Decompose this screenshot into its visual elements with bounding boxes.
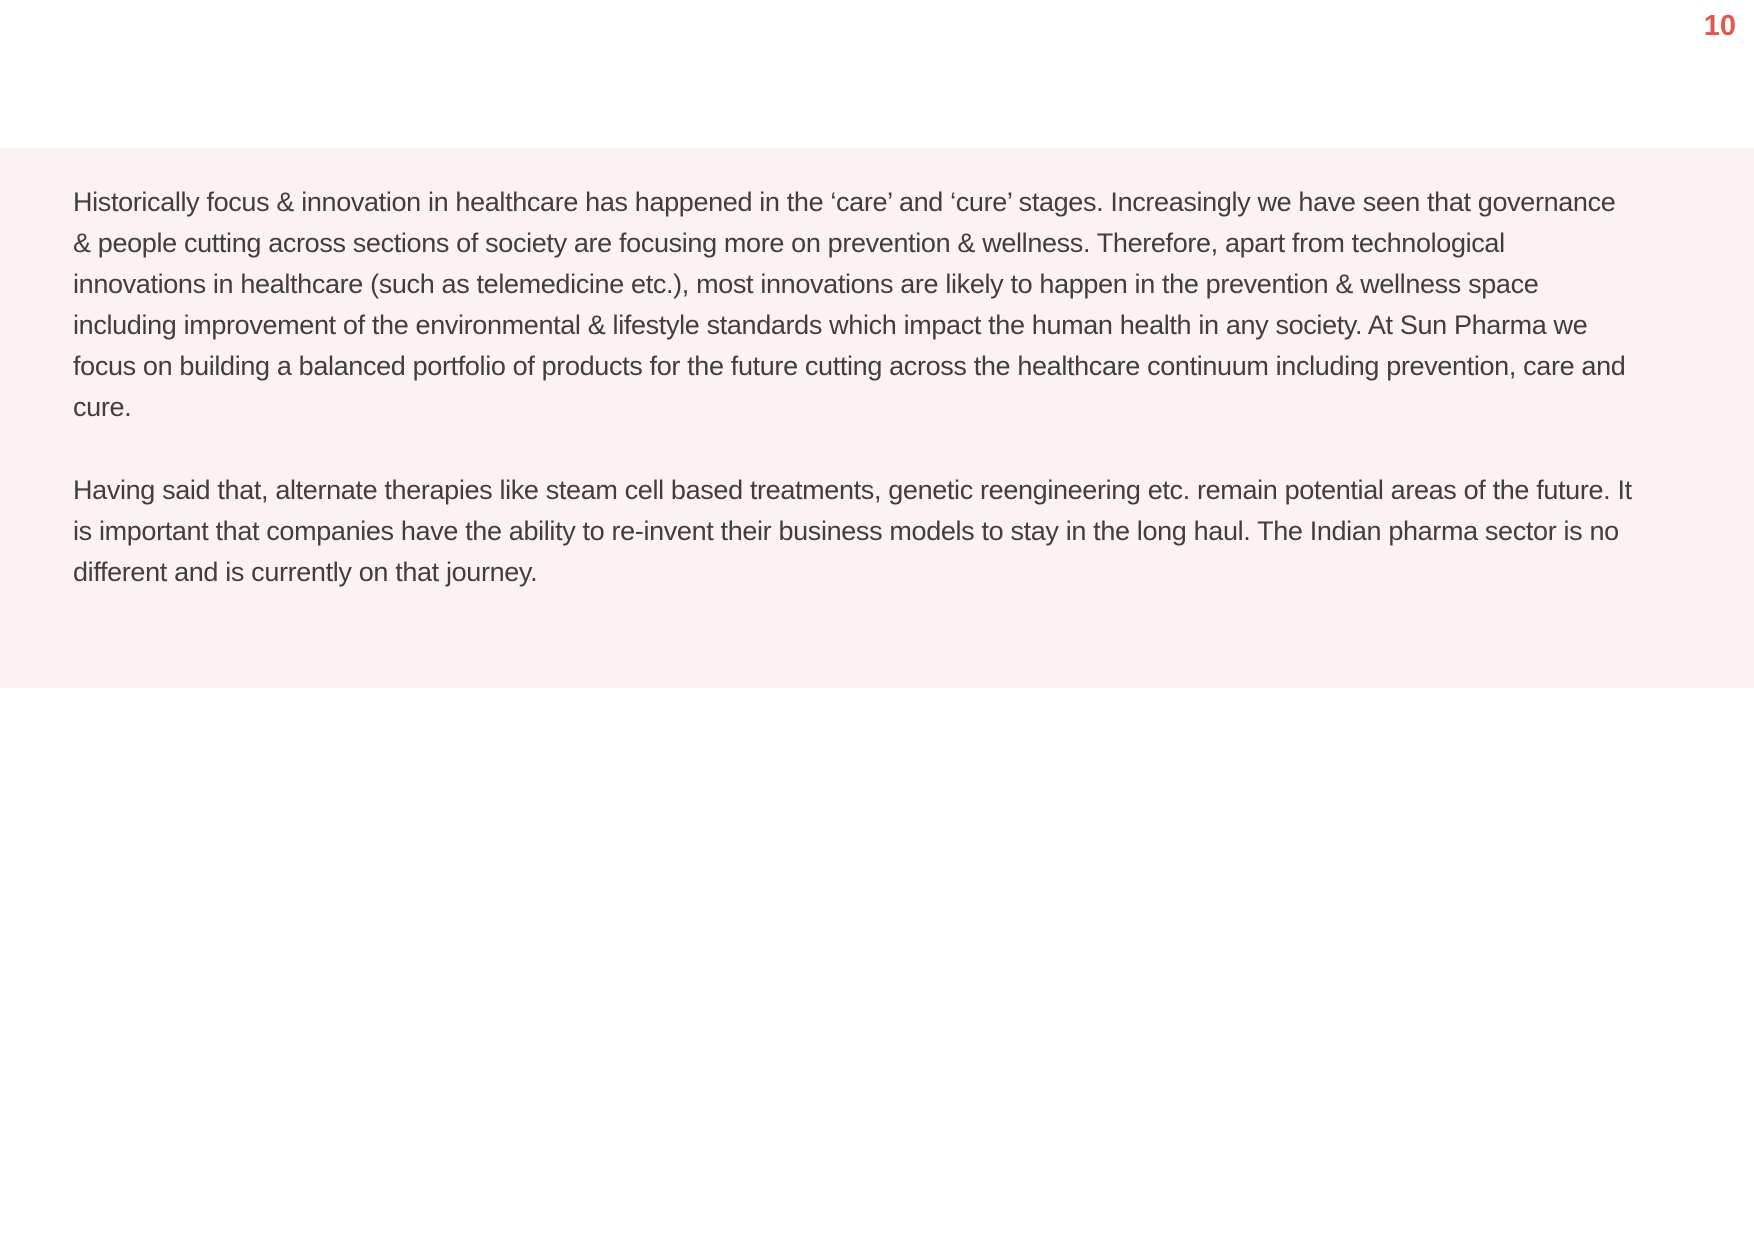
article-text xyxy=(73,182,1633,635)
page-number: 10 xyxy=(1703,10,1736,42)
paragraph-1: Historically focus & innovation in healthcare has happened in the ‘care’ and ‘cure’ stages. Increasingly we have seen that governance & people cutting across sections of society are focusing more on prevention & wellness. Therefore, apart from technological innovations in healthcare (such as telemedicine etc.), most innovations are likely to happen in the prevention & wellness space including improvement of the environmental & lifestyle standards which impact the human health in any society. At Sun Pharma we focus on building a balanced portfolio of products for the future cutting across the healthcare continuum including prevention, care and cure. xyxy=(73,187,1626,422)
paragraph-2: Having said that, alternate therapies like steam cell based treatments, genetic reengineering etc. remain potential areas of the future. It is important that companies have the ability to re-invent their business models to stay in the long haul. The Indian pharma sector is no different and is currently on that journey. xyxy=(73,475,1632,587)
